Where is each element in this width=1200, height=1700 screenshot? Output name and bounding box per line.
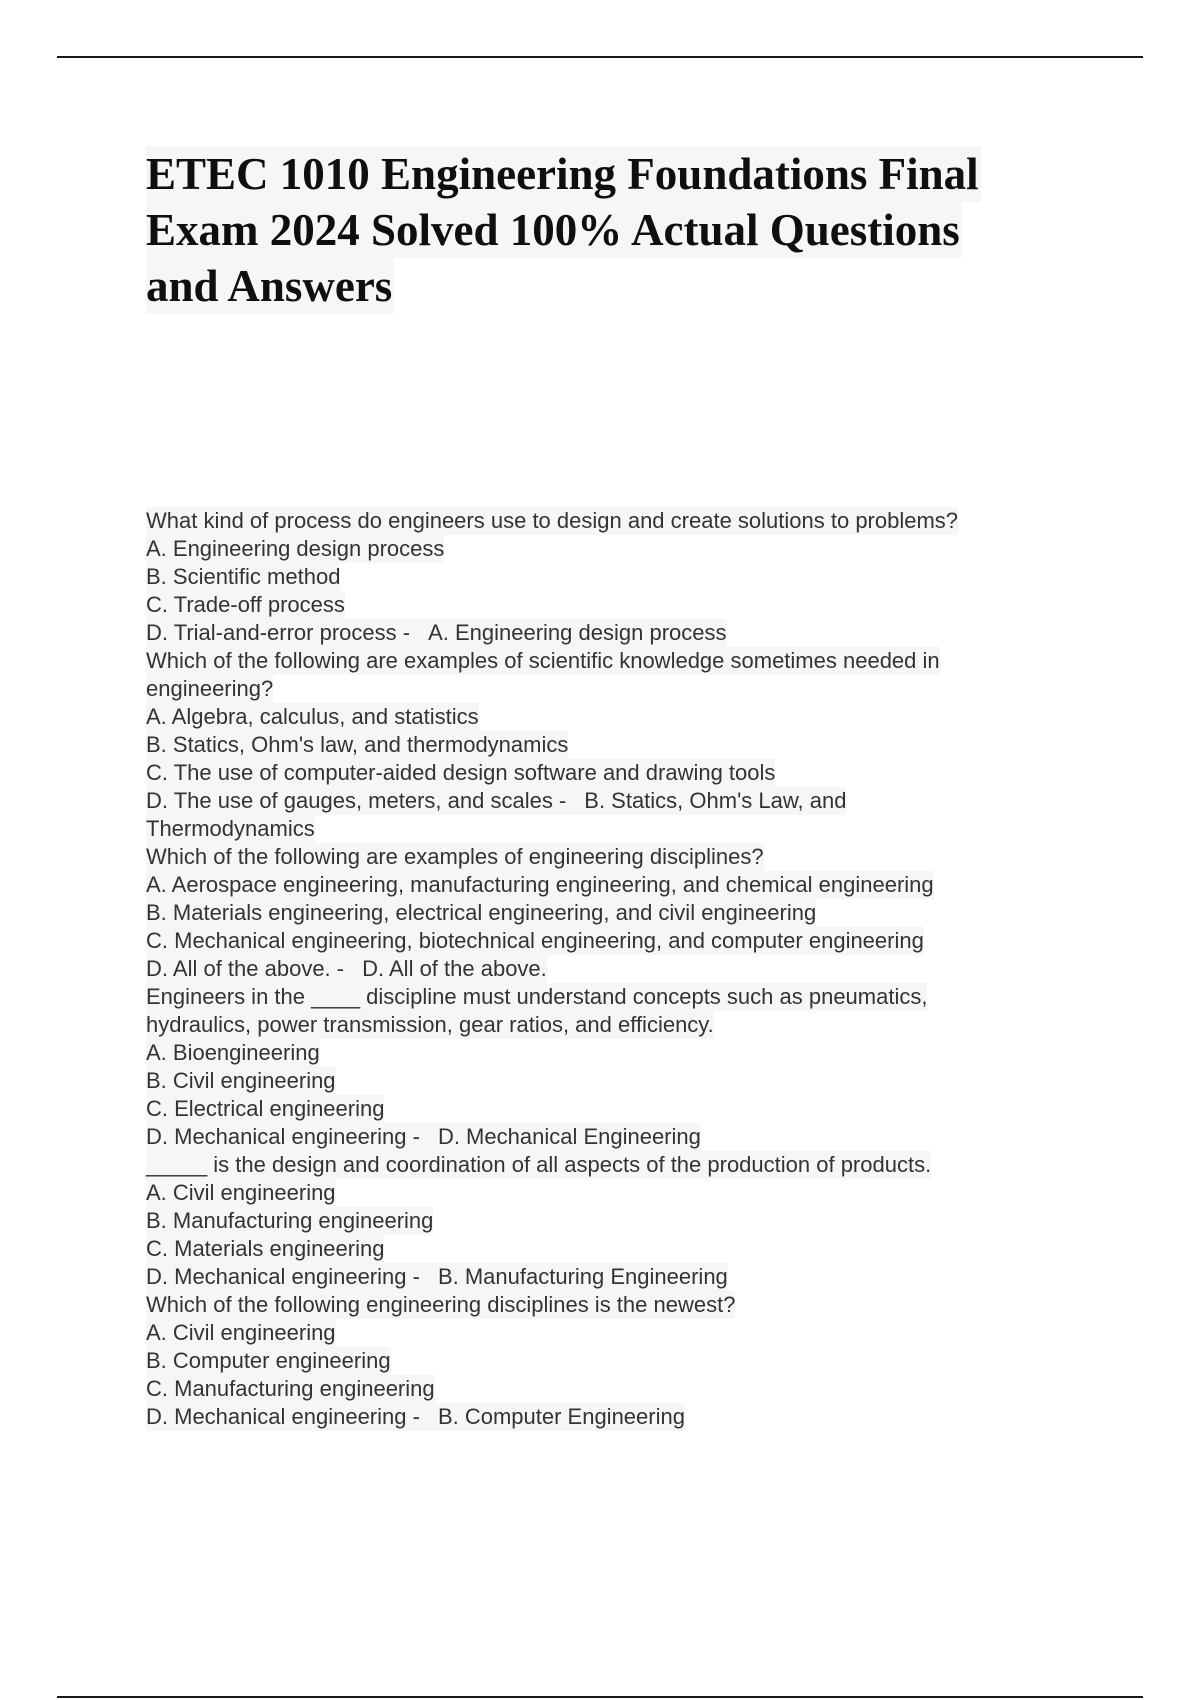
option-b: B. Statics, Ohm's law, and thermodynamics [146,732,569,757]
question-text: What kind of process do engineers use to design and create solutions to problems? [146,508,959,533]
document-title [146,146,1076,314]
question-6 [146,1291,1076,1431]
option-d: D. Mechanical engineering - [146,1264,420,1289]
option-b: B. Manufacturing engineering [146,1208,434,1233]
question-text: Engineers in the ____ discipline must understand concepts such as pneumatics, [146,984,928,1009]
header-rule [57,56,1143,58]
option-c: C. Manufacturing engineering [146,1376,435,1401]
question-3 [146,843,1076,983]
option-d: D. Trial-and-error process - [146,620,411,645]
title-line-3: and Answers [146,258,394,314]
option-c: C. The use of computer-aided design software and drawing tools [146,760,776,785]
option-d-with-answer [146,955,547,983]
option-a: A. Engineering design process [146,536,445,561]
question-4 [146,983,1076,1151]
option-c: C. Trade-off process [146,592,345,617]
option-d: D. All of the above. - [146,956,345,981]
option-b: B. Civil engineering [146,1068,336,1093]
option-c: C. Materials engineering [146,1236,385,1261]
option-a: A. Civil engineering [146,1320,336,1345]
option-c: C. Electrical engineering [146,1096,385,1121]
option-a: A. Civil engineering [146,1180,336,1205]
option-b: B. Computer engineering [146,1348,391,1373]
question-text: _____ is the design and coordination of all aspects of the production of products. [146,1152,932,1177]
option-a: A. Bioengineering [146,1040,320,1065]
option-a: A. Algebra, calculus, and statistics [146,704,479,729]
option-a: A. Aerospace engineering, manufacturing engineering, and chemical engineering [146,872,934,897]
option-d-with-answer [146,1403,685,1431]
answer: B. Computer Engineering [437,1404,685,1429]
question-text: Which of the following engineering disciplines is the newest? [146,1292,736,1317]
answer: D. Mechanical Engineering [437,1124,701,1149]
option-d: D. The use of gauges, meters, and scales - [146,788,567,813]
question-text-continued: engineering? [146,676,274,701]
answer: B. Statics, Ohm's Law, and [584,788,847,813]
option-c: C. Mechanical engineering, biotechnical engineering, and computer engineering [146,928,924,953]
option-b: B. Materials engineering, electrical engineering, and civil engineering [146,900,817,925]
option-d-with-answer [146,1123,701,1151]
option-d: D. Mechanical engineering - [146,1404,420,1429]
footer-rule [57,1696,1143,1698]
option-d-with-answer [146,787,846,815]
question-1 [146,507,1076,647]
question-text-continued: hydraulics, power transmission, gear ratios, and efficiency. [146,1012,714,1037]
title-line-2: Exam 2024 Solved 100% Actual Questions [146,202,962,258]
answer: B. Manufacturing Engineering [437,1264,728,1289]
question-text: Which of the following are examples of scientific knowledge sometimes needed in [146,648,940,673]
option-d-with-answer [146,1263,728,1291]
answer: D. All of the above. [362,956,547,981]
questions-list [146,507,1076,1431]
option-b: B. Scientific method [146,564,341,589]
title-line-1: ETEC 1010 Engineering Foundations Final [146,146,981,202]
question-text: Which of the following are examples of engineering disciplines? [146,844,764,869]
option-d-with-answer [146,619,727,647]
answer-continued: Thermodynamics [146,816,315,841]
option-d: D. Mechanical engineering - [146,1124,420,1149]
question-5 [146,1151,1076,1291]
question-2 [146,647,1076,843]
answer: A. Engineering design process [428,620,727,645]
